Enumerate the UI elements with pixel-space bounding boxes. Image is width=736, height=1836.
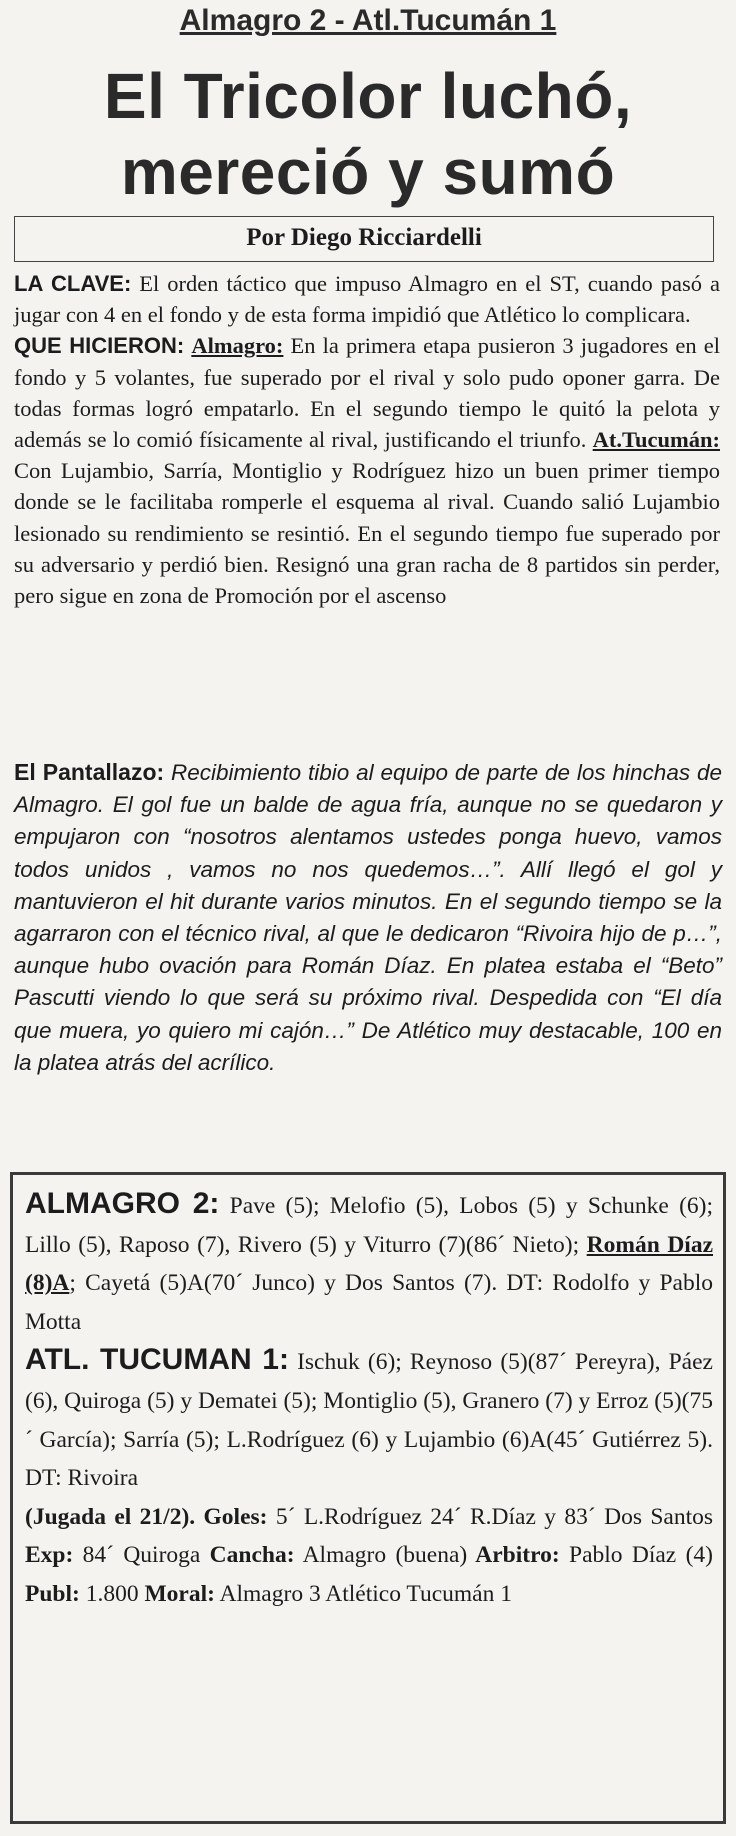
analysis-section [14,268,720,611]
tucuman-team-label: At.Tucumán: [592,427,720,453]
la-clave-text: El orden táctico que impuso Almagro en el ST, cuando pasó a jugar con 4 en el fondo y de esta forma impidió que Atlético lo complicara. [14,271,720,328]
almagro-lineup-text-1: Pave (5); Melofio (5), Lobos (5) y Schunke (6); Lillo (5), Raposo (7), Rivero (5) y Viturro (7)(86´ Nieto); [25,1193,713,1258]
byline: Por Diego Ricciardelli [246,224,482,251]
almagro-lineup-label: ALMAGRO 2: [25,1187,220,1220]
almagro-lineup [25,1185,713,1341]
cancha-text: Almagro (buena) [294,1542,468,1569]
goles-text: 5´ L.Rodríguez 24´ R.Díaz y 83´ Dos Santos [267,1503,714,1530]
jugada-date: (Jugada el 21/2). [25,1503,196,1530]
tucuman-lineup-label: ATL. TUCUMAN 1: [25,1343,289,1377]
almagro-team-label: Almagro: [191,333,284,359]
match-details [25,1498,713,1614]
cancha-label: Cancha: [200,1542,295,1569]
la-clave-label: LA CLAVE: [14,271,132,296]
almagro-star-player: Román Díaz (8)A [25,1231,714,1297]
publ-text: 1.800 [79,1580,139,1607]
tucuman-analysis-text: Con Lujambio, Sarría, Montiglio y Rodríguez hizo un buen primer tiempo donde se le facilitaba romperle el esquema al rival. Cuando salió Lujambio lesionado su rendimiento se resintió. En el segundo tiempo fue superado por su adversario y perdió bien. Resignó una gran racha de 8 partidos sin perder, pero sigue en zona de Promoción por el ascenso [14,458,720,609]
byline-box [14,216,714,262]
la-clave-paragraph [14,268,720,330]
headline-line-1: El Tricolor luchó, [103,60,633,132]
que-hicieron-label: QUE HICIERON: [14,333,185,359]
pantallazo-text: Recibimiento tibio al equipo de parte de los hinchas de Almagro. El gol fue un balde de agua fría, aunque no se quedaron y empujaron con “nosotros alentamos ustedes ponga huevo, vamos todos unidos , vamos no nos quedemos…”. Allí llegó el gol y mantuvieron el hit durante varios minutos. En el segundo tiempo se la agarraron con el técnico rival, al que le dedicaron “Rivoira hijo de p…”, aunque hubo ovación para Román Díaz. En platea estaba el “Beto” Pascutti viendo lo que será su próximo rival. Despedida con “El día que muera, yo quiero mi cajón…” De Atlético muy destacable, 100 en la platea atrás del acrílico. [14,760,722,1075]
arbitro-label: Arbitro: [467,1542,560,1569]
match-stats-box [10,1172,726,1824]
headline-line-2: mereció y sumó [120,136,616,208]
goles-label: Goles: [195,1503,268,1530]
moral-text: Almagro 3 Atlético Tucumán 1 [214,1580,512,1607]
almagro-lineup-text-2: ; Cayetá (5)A(70´ Junco) y Dos Santos (7). DT: Rodolfo y Pablo Motta [25,1270,713,1335]
match-score-heading: Almagro 2 - Atl.Tucumán 1 [179,4,557,37]
exp-label: Exp: [25,1542,74,1569]
moral-label: Moral: [138,1580,215,1607]
publ-label: Publ: [25,1580,80,1607]
arbitro-text: Pablo Díaz (4) [559,1542,713,1569]
tucuman-lineup-text: Ischuk (6); Reynoso (5)(87´ Pereyra), Páez (6), Quiroga (5) y Dematei (5); Montiglio (5), Granero (7) y Erroz (5)(75´ García); Sarría (5); L.Rodríguez (6) y Lujambio (6)A(45´ Gutiérrez 5). DT: Rivoira [25,1349,713,1492]
que-hicieron-paragraph [14,330,720,611]
pantallazo-paragraph [14,756,722,1079]
pantallazo-label: El Pantallazo: [14,759,165,785]
exp-text: 84´ Quiroga [73,1542,201,1569]
tucuman-lineup [25,1341,713,1497]
almagro-analysis-text: En la primera etapa pusieron 3 jugadores en el fondo y 5 volantes, fue superado por el rival y solo pudo oponer garra. De todas formas logró empatarlo. En el segundo tiempo le quitó la pelota y además se lo comió físicamente al rival, justificando el triunfo. [14,333,720,453]
